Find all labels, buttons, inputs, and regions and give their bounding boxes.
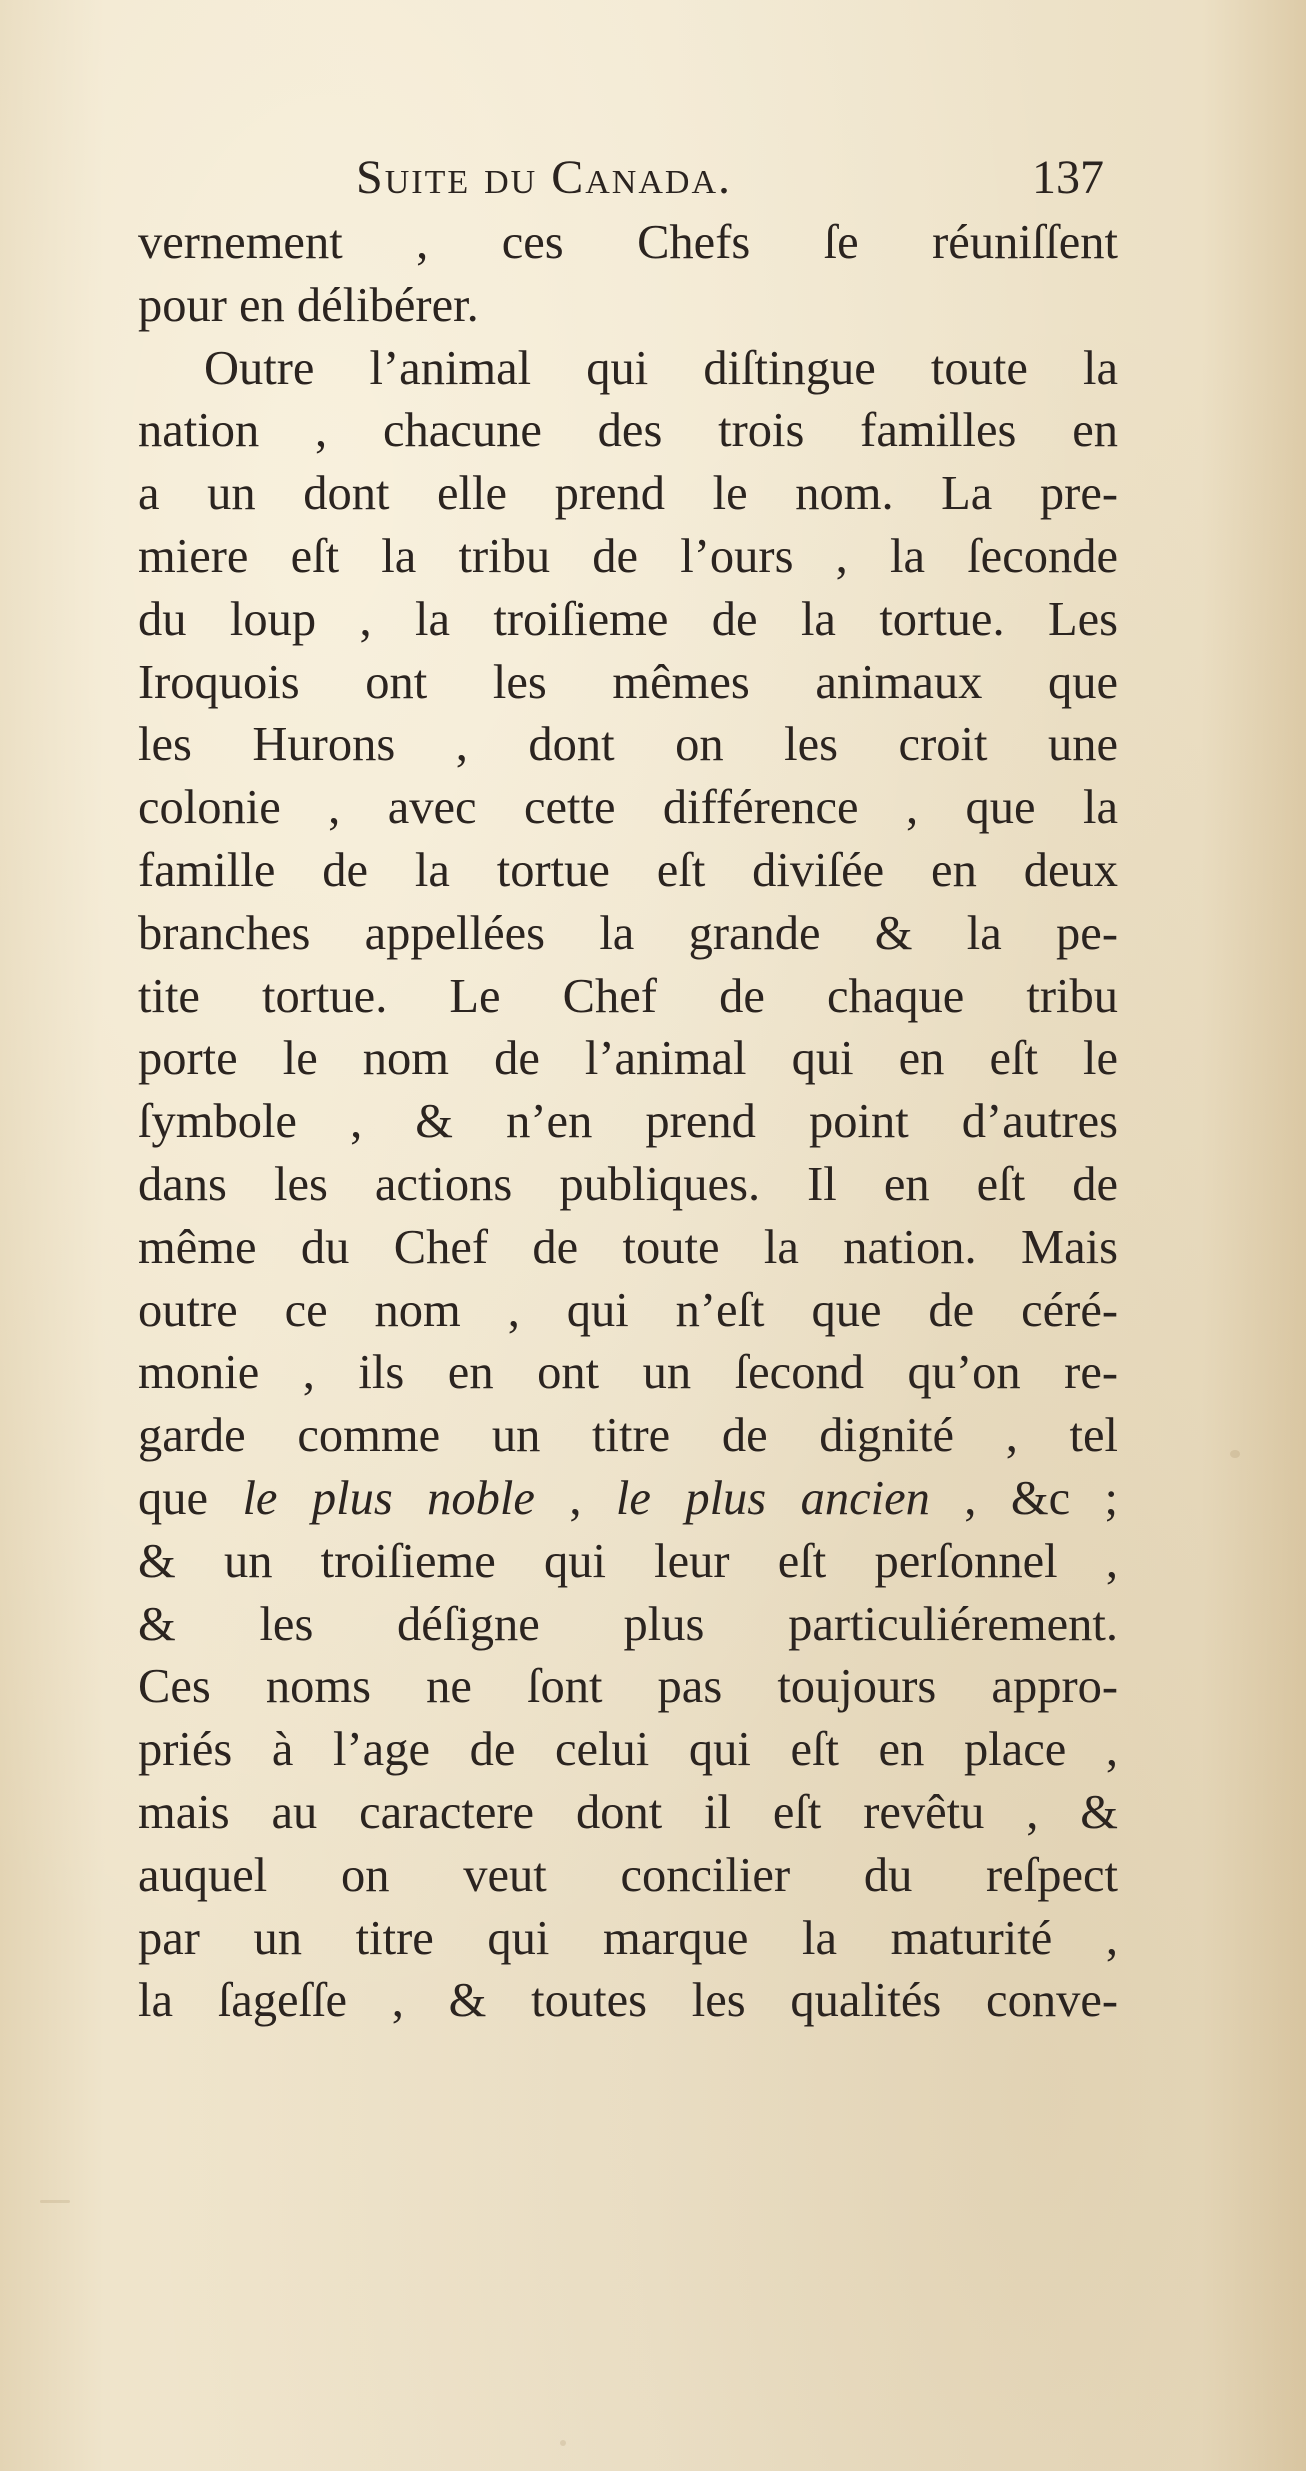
text-run: , [534, 1471, 616, 1525]
text-run: branches appellées la grande & la pe- [138, 906, 1118, 960]
text-run: famille de la tortue eſt diviſée en deux [138, 843, 1118, 897]
text-line [138, 1217, 1118, 1280]
text-run: du loup , la troiſieme de la tortue. Les [138, 592, 1118, 646]
paper-stain [560, 2440, 566, 2446]
running-head-title: Suite du Canada. [356, 151, 732, 204]
text-run: porte le nom de l’animal qui en eſt le [138, 1032, 1118, 1086]
text-run: auquel on veut concilier du reſpect [138, 1848, 1118, 1902]
text-run: garde comme un titre de dignité , tel [138, 1409, 1118, 1463]
paragraph-first-line [138, 338, 1118, 401]
text-line [138, 1782, 1118, 1845]
running-head [138, 150, 1118, 212]
text-line [138, 1970, 1118, 2033]
text-line [138, 1656, 1118, 1719]
text-run: ſymbole , & n’en prend point d’autres [138, 1095, 1118, 1149]
text-line [138, 903, 1118, 966]
text-run: par un titre qui marque la maturité , [138, 1911, 1118, 1965]
text-line [138, 840, 1118, 903]
text-run: vernement , ces Chefs ſe réuniſſent [138, 216, 1118, 269]
text-line [138, 463, 1118, 526]
text-run: & les déſigne plus particuliérement. [138, 1597, 1118, 1651]
text-run: miere eſt la tribu de l’ours , la ſeconde [138, 529, 1118, 583]
text-line [138, 966, 1118, 1029]
italic-run: le plus noble [242, 1471, 535, 1525]
text-line [138, 1719, 1118, 1782]
text-line [138, 1091, 1118, 1154]
italic-run: le plus ancien [615, 1471, 930, 1525]
text-line [138, 1342, 1118, 1405]
text-run: priés à l’age de celui qui eſt en place , [138, 1723, 1118, 1777]
text-run: Iroquois ont les mêmes animaux que [138, 655, 1118, 709]
paper-stain [40, 2200, 70, 2203]
text-run: monie , ils en ont un ſecond qu’on re- [138, 1346, 1118, 1400]
text-line [138, 1468, 1118, 1531]
text-line [138, 1845, 1118, 1908]
text-line [138, 1531, 1118, 1594]
text-run: dans les actions publiques. Il en eſt de [138, 1157, 1118, 1211]
text-run: outre ce nom , qui n’eſt que de céré- [138, 1283, 1118, 1337]
text-run: , &c ; [929, 1471, 1118, 1525]
text-line [138, 1154, 1118, 1217]
text-line [138, 212, 1118, 275]
text-line [138, 1908, 1118, 1971]
text-run: Outre l’animal qui diſtingue toute la [204, 341, 1118, 395]
text-line [138, 526, 1118, 589]
text-run: & un troiſieme qui leur eſt perſonnel , [138, 1534, 1118, 1588]
text-run: nation , chacune des trois familles en [138, 404, 1118, 458]
text-run: même du Chef de toute la nation. Mais [138, 1220, 1118, 1274]
text-line [138, 589, 1118, 652]
text-run: les Hurons , dont on les croit une [138, 718, 1118, 772]
text-line [138, 1405, 1118, 1468]
text-run: tite tortue. Le Chef de chaque tribu [138, 969, 1118, 1023]
text-line [138, 1280, 1118, 1343]
text-line [138, 1028, 1118, 1091]
text-line [138, 400, 1118, 463]
text-line [138, 777, 1118, 840]
page-number: 137 [1032, 151, 1104, 204]
text-line [138, 652, 1118, 715]
text-run: colonie , avec cette différence , que la [138, 781, 1118, 835]
text-run: la ſageſſe , & toutes les qualités conve- [138, 1974, 1118, 2028]
paper-stain [1230, 1450, 1240, 1458]
text-line [138, 714, 1118, 777]
text-run: a un dont elle prend le nom. La pre- [138, 467, 1118, 521]
text-line [138, 275, 1118, 338]
text-line [138, 1594, 1118, 1657]
page-text [138, 150, 1118, 2033]
text-run: pour en délibérer. [138, 278, 479, 332]
text-run: Ces noms ne ſont pas toujours appro- [138, 1660, 1118, 1714]
text-run: mais au caractere dont il eſt revêtu , & [138, 1785, 1118, 1839]
text-run: que [138, 1471, 243, 1525]
